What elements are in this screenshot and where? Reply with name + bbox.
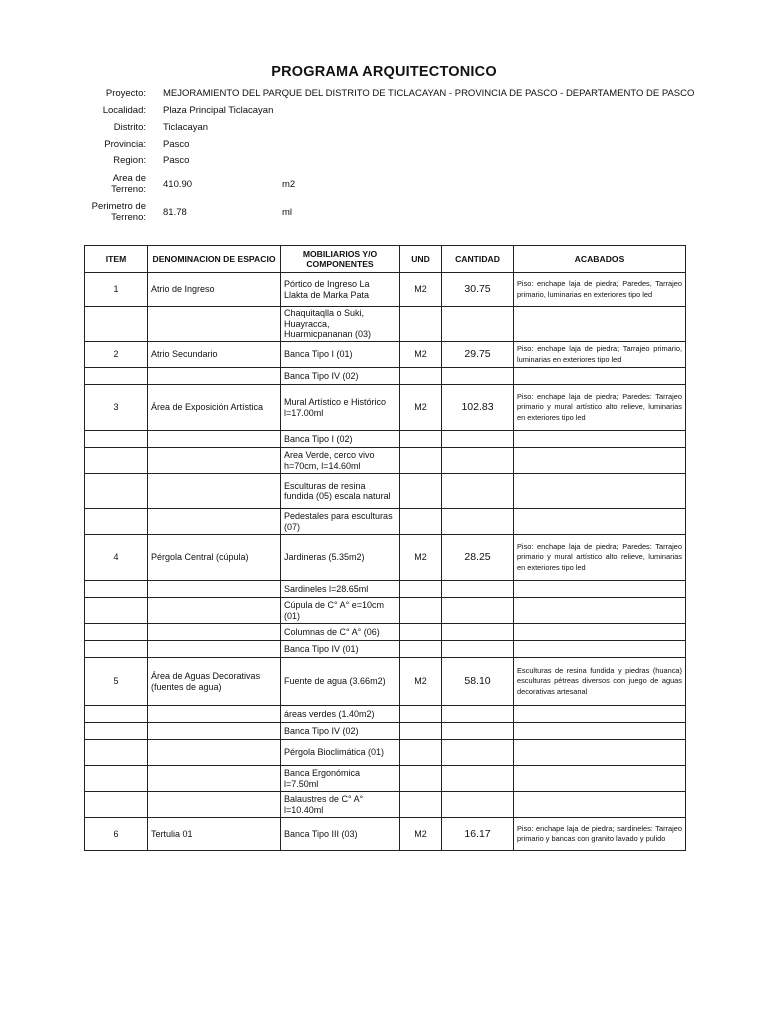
cell-item xyxy=(85,706,148,723)
cell-und: M2 xyxy=(400,273,442,307)
cell-mobiliario: Banca Tipo IV (02) xyxy=(281,368,400,385)
cell-mobiliario: Mural Artístico e Histórico l=17.00ml xyxy=(281,385,400,431)
cell-und xyxy=(400,766,442,792)
cell-acabados xyxy=(514,509,686,535)
cell-denominacion: Atrio de Ingreso xyxy=(148,273,281,307)
cell-cantidad: 30.75 xyxy=(442,273,514,307)
cell-denominacion xyxy=(148,624,281,641)
cell-mobiliario: áreas verdes (1.40m2) xyxy=(281,706,400,723)
table-row xyxy=(85,368,686,385)
cell-acabados: Piso: enchape laja de piedra; Paredes: Tarrajeo primario y mural artístico alto relieve, luminarias en exteriores tipo led xyxy=(514,385,686,431)
info-value: Ticlacayan xyxy=(163,122,209,133)
cell-denominacion: Área de Aguas Decorativas (fuentes de agua) xyxy=(148,658,281,706)
cell-cantidad xyxy=(442,448,514,474)
cell-und xyxy=(400,431,442,448)
cell-item xyxy=(85,740,148,766)
cell-und xyxy=(400,368,442,385)
cell-mobiliario: Banca Tipo IV (02) xyxy=(281,723,400,740)
cell-item xyxy=(85,723,148,740)
cell-denominacion: Pérgola Central (cúpula) xyxy=(148,535,281,581)
cell-denominacion xyxy=(148,723,281,740)
cell-mobiliario: Sardineles l=28.65ml xyxy=(281,581,400,598)
table-row xyxy=(85,307,686,342)
cell-denominacion xyxy=(148,706,281,723)
cell-item xyxy=(85,581,148,598)
cell-und xyxy=(400,598,442,624)
cell-acabados: Piso: enchape laja de piedra; Paredes: Tarrajeo primario y mural artístico alto relieve, luminarias en exteriores tipo led xyxy=(514,535,686,581)
cell-item: 1 xyxy=(85,273,148,307)
cell-acabados xyxy=(514,474,686,509)
cell-item xyxy=(85,598,148,624)
cell-denominacion xyxy=(148,598,281,624)
table-row xyxy=(85,624,686,641)
cell-cantidad xyxy=(442,368,514,385)
info-label: Proyecto: xyxy=(105,88,146,99)
cell-item: 5 xyxy=(85,658,148,706)
cell-und: M2 xyxy=(400,818,442,851)
cell-cantidad xyxy=(442,307,514,342)
table-row xyxy=(85,448,686,474)
cell-denominacion xyxy=(148,431,281,448)
cell-denominacion xyxy=(148,368,281,385)
cell-mobiliario: Jardineras (5.35m2) xyxy=(281,535,400,581)
cell-cantidad xyxy=(442,792,514,818)
table-row xyxy=(85,740,686,766)
cell-item xyxy=(85,474,148,509)
architectural-program-table xyxy=(84,245,686,851)
cell-und xyxy=(400,581,442,598)
cell-cantidad xyxy=(442,598,514,624)
cell-acabados: Piso: enchape laja de piedra; sardineles: Tarrajeo primario y bancas con granito lavado y pulido xyxy=(514,818,686,851)
cell-denominacion: Área de Exposición Artística xyxy=(148,385,281,431)
cell-denominacion: Atrio Secundario xyxy=(148,342,281,368)
cell-und xyxy=(400,307,442,342)
cell-mobiliario: Pórtico de Ingreso La Llakta de Marka Pata xyxy=(281,273,400,307)
cell-item xyxy=(85,509,148,535)
cell-cantidad: 58.10 xyxy=(442,658,514,706)
cell-mobiliario: Fuente de agua (3.66m2) xyxy=(281,658,400,706)
cell-acabados xyxy=(514,448,686,474)
info-label: Localidad: xyxy=(102,105,146,116)
cell-acabados xyxy=(514,598,686,624)
cell-item xyxy=(85,448,148,474)
info-unit: ml xyxy=(282,207,293,218)
cell-item xyxy=(85,766,148,792)
header-denominacion: DENOMINACION DE ESPACIO xyxy=(148,246,281,273)
cell-cantidad xyxy=(442,723,514,740)
table-row xyxy=(85,706,686,723)
info-value: Plaza Principal Ticlacayan xyxy=(163,105,274,116)
cell-acabados xyxy=(514,624,686,641)
cell-und: M2 xyxy=(400,535,442,581)
header-mobiliarios: MOBILIARIOS Y/O COMPONENTES xyxy=(281,246,400,273)
cell-acabados xyxy=(514,368,686,385)
cell-cantidad xyxy=(442,624,514,641)
cell-und xyxy=(400,448,442,474)
cell-item xyxy=(85,641,148,658)
cell-mobiliario: Esculturas de resina fundida (05) escala natural xyxy=(281,474,400,509)
cell-cantidad: 16.17 xyxy=(442,818,514,851)
cell-item xyxy=(85,307,148,342)
cell-cantidad xyxy=(442,431,514,448)
cell-item: 3 xyxy=(85,385,148,431)
cell-mobiliario: Banca Tipo IV (01) xyxy=(281,641,400,658)
table-row xyxy=(85,766,686,792)
table-row xyxy=(85,273,686,307)
table-row xyxy=(85,342,686,368)
cell-acabados: Esculturas de resina fundida y piedras (huanca) esculturas pétreas diversos con juego de aguas decorativas artesanal xyxy=(514,658,686,706)
cell-cantidad: 28.25 xyxy=(442,535,514,581)
cell-mobiliario: Chaquitaqlla o Suki, Huayracca, Huarmicpananan (03) xyxy=(281,307,400,342)
cell-und xyxy=(400,474,442,509)
header-und: UND xyxy=(400,246,442,273)
cell-acabados xyxy=(514,766,686,792)
cell-denominacion xyxy=(148,448,281,474)
cell-item: 2 xyxy=(85,342,148,368)
cell-mobiliario: Banca Tipo III (03) xyxy=(281,818,400,851)
table-header-row xyxy=(85,246,686,273)
cell-mobiliario: Cúpula de C° A° e=10cm (01) xyxy=(281,598,400,624)
cell-item xyxy=(85,624,148,641)
header-cantidad: CANTIDAD xyxy=(442,246,514,273)
table-row xyxy=(85,581,686,598)
cell-acabados xyxy=(514,792,686,818)
cell-acabados: Piso: enchape laja de piedra; Tarrajeo primario, luminarias en exteriores tipo led xyxy=(514,342,686,368)
info-label: Distrito: xyxy=(113,122,146,133)
table-row xyxy=(85,385,686,431)
cell-acabados xyxy=(514,307,686,342)
cell-item: 6 xyxy=(85,818,148,851)
cell-mobiliario: Banca Tipo I (01) xyxy=(281,342,400,368)
cell-mobiliario: Columnas de C° A° (06) xyxy=(281,624,400,641)
table-row xyxy=(85,431,686,448)
cell-item xyxy=(85,792,148,818)
cell-acabados: Piso: enchape laja de piedra; Paredes, Tarrajeo primario, luminarias en exteriores tipo led xyxy=(514,273,686,307)
table-row xyxy=(85,474,686,509)
header-acabados: ACABADOS xyxy=(514,246,686,273)
table-row xyxy=(85,535,686,581)
cell-mobiliario: Banca Ergonómica l=7.50ml xyxy=(281,766,400,792)
cell-acabados xyxy=(514,641,686,658)
cell-cantidad xyxy=(442,474,514,509)
cell-acabados xyxy=(514,706,686,723)
cell-mobiliario: Pérgola Bioclimática (01) xyxy=(281,740,400,766)
cell-denominacion xyxy=(148,740,281,766)
cell-denominacion xyxy=(148,641,281,658)
cell-denominacion: Tertulia 01 xyxy=(148,818,281,851)
page-title: PROGRAMA ARQUITECTONICO xyxy=(271,64,497,80)
cell-cantidad xyxy=(442,641,514,658)
cell-denominacion xyxy=(148,474,281,509)
cell-item: 4 xyxy=(85,535,148,581)
info-value: 410.90 xyxy=(163,179,193,190)
cell-denominacion xyxy=(148,766,281,792)
table-row xyxy=(85,658,686,706)
info-value: Pasco xyxy=(163,139,190,150)
info-label: Area de Terreno: xyxy=(111,173,146,195)
cell-acabados xyxy=(514,431,686,448)
cell-cantidad xyxy=(442,581,514,598)
cell-cantidad: 29.75 xyxy=(442,342,514,368)
cell-und xyxy=(400,624,442,641)
cell-und xyxy=(400,706,442,723)
info-label: Region: xyxy=(113,155,146,166)
info-value: MEJORAMIENTO DEL PARQUE DEL DISTRITO DE TICLACAYAN - PROVINCIA DE PASCO - DEPARTAMENTO DE PASCO xyxy=(163,88,695,99)
cell-und xyxy=(400,792,442,818)
cell-denominacion xyxy=(148,581,281,598)
cell-denominacion xyxy=(148,792,281,818)
cell-item xyxy=(85,431,148,448)
table-row xyxy=(85,792,686,818)
cell-und xyxy=(400,641,442,658)
table-row xyxy=(85,723,686,740)
cell-item xyxy=(85,368,148,385)
cell-acabados xyxy=(514,740,686,766)
cell-cantidad xyxy=(442,766,514,792)
info-value: Pasco xyxy=(163,155,190,166)
cell-mobiliario: Pedestales para esculturas (07) xyxy=(281,509,400,535)
cell-mobiliario: Area Verde, cerco vivo h=70cm, l=14.60ml xyxy=(281,448,400,474)
cell-cantidad xyxy=(442,706,514,723)
cell-und: M2 xyxy=(400,658,442,706)
cell-und xyxy=(400,509,442,535)
info-value: 81.78 xyxy=(163,207,187,218)
info-unit: m2 xyxy=(282,179,296,190)
cell-und: M2 xyxy=(400,385,442,431)
info-label: Perimetro de Terreno: xyxy=(91,201,146,223)
info-label: Provincia: xyxy=(104,139,146,150)
table-body xyxy=(85,273,686,851)
cell-mobiliario: Balaustres de C° A° l=10.40ml xyxy=(281,792,400,818)
cell-cantidad xyxy=(442,740,514,766)
table-row xyxy=(85,509,686,535)
cell-denominacion xyxy=(148,307,281,342)
cell-cantidad xyxy=(442,509,514,535)
header-item: ITEM xyxy=(85,246,148,273)
table-row xyxy=(85,818,686,851)
table-row xyxy=(85,598,686,624)
cell-und xyxy=(400,723,442,740)
cell-und: M2 xyxy=(400,342,442,368)
cell-denominacion xyxy=(148,509,281,535)
cell-acabados xyxy=(514,723,686,740)
cell-acabados xyxy=(514,581,686,598)
cell-cantidad: 102.83 xyxy=(442,385,514,431)
table-row xyxy=(85,641,686,658)
cell-mobiliario: Banca Tipo I (02) xyxy=(281,431,400,448)
cell-und xyxy=(400,740,442,766)
